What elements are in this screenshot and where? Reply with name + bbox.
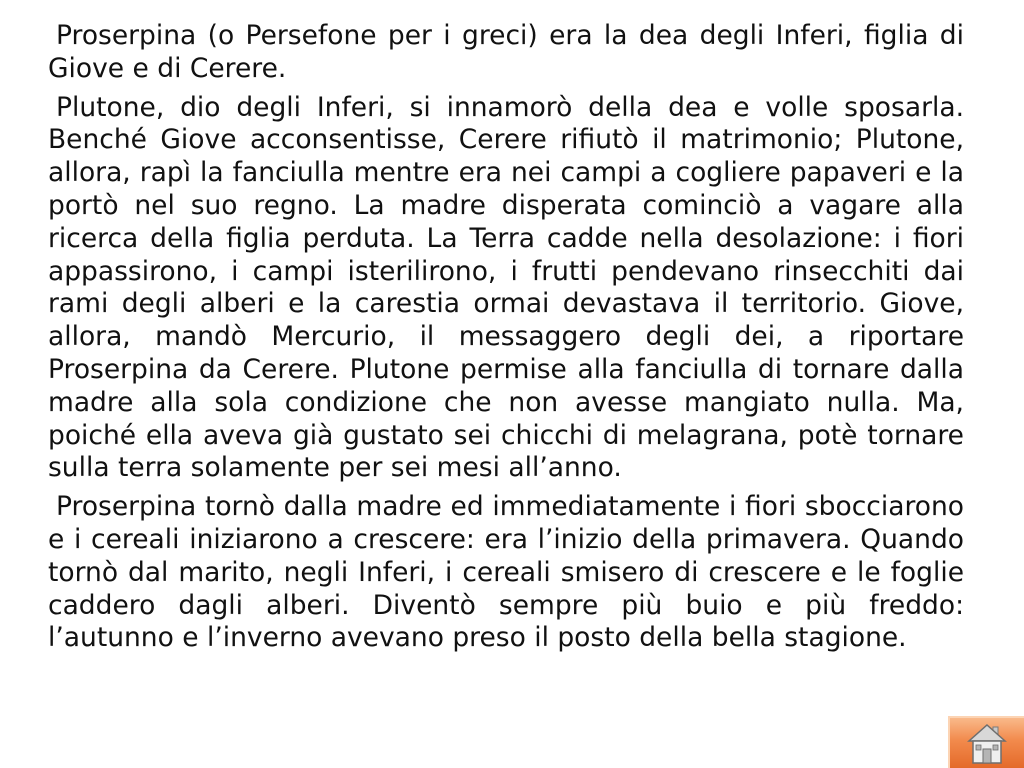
paragraph-story: Plutone, dio degli Inferi, si innamorò della dea e volle sposarla. Benché Giove acconsentisse, Cerere rifiutò il matrimonio; Plutone, allora, rapì la fanciulla mentre era nei campi a cogliere papaveri e la portò nel suo regno. La madre disperata cominciò a vagare alla ricerca della figlia perduta. La Terra cadde nella desolazione: i fiori appassirono, i campi isterilirono, i frutti pendevano rinsecchiti dai rami degli alberi e la carestia ormai devastava il territorio. Giove, allora, mandò Mercurio, il messaggero degli dei, a riportare Proserpina da Cerere. Plutone permise alla fanciulla di tornare dalla madre alla sola condizione che non avesse mangiato nulla. Ma, poiché ella aveva già gustato sei chicchi di melagrana, potè tornare sulla terra solamente per sei mesi all’anno. (48, 91, 964, 484)
home-button[interactable] (948, 716, 1024, 768)
home-icon (967, 723, 1007, 765)
paragraph-seasons: Proserpina tornò dalla madre ed immediatamente i fiori sbocciarono e i cereali iniziarono a crescere: era l’inizio della primavera. Quando tornò dal marito, negli Inferi, i cereali smisero di crescere e le foglie caddero dagli alberi. Diventò sempre più buio e più freddo: l’autunno e l’inverno avevano preso il posto della bella stagione. (48, 491, 964, 654)
paragraph-intro: Proserpina (o Persefone per i greci) era la dea degli Inferi, figlia di Giove e di Cerere. (48, 20, 964, 84)
text-body (48, 20, 964, 661)
